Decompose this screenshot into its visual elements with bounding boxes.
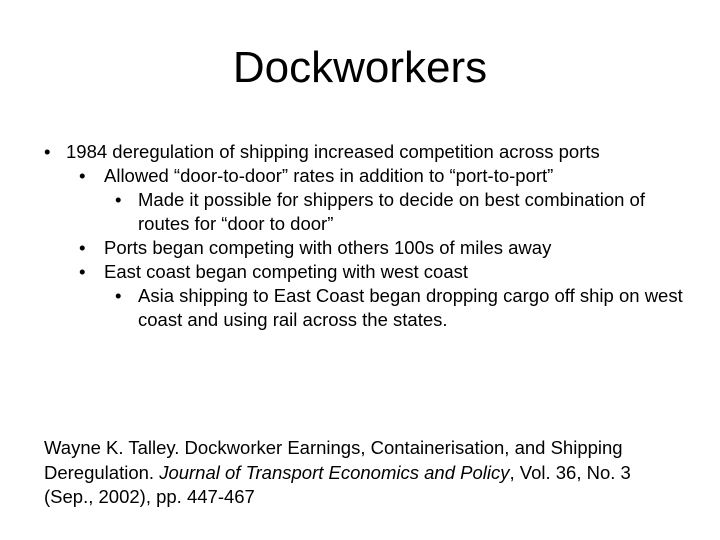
bullet-text: 1984 deregulation of shipping increased competition across ports xyxy=(66,141,600,162)
bullet-text: Made it possible for shippers to decide on best combination of routes for “door to door” xyxy=(138,189,645,234)
citation-lead: Wayne K. Talley. Dockworker Earnings, Containerisation, and Shipping Deregulation. xyxy=(44,437,623,483)
bullet-dot-icon: • xyxy=(115,285,122,306)
bullet-text: East coast began competing with west coast xyxy=(104,261,469,282)
bullet-item xyxy=(0,236,694,260)
bullet-item xyxy=(0,164,694,188)
bullet-item xyxy=(0,188,683,236)
bullet-text: Allowed “door-to-door” rates in addition to “port-to-port” xyxy=(104,165,554,186)
bullet-item xyxy=(0,284,683,332)
bullet-item xyxy=(0,140,706,164)
bullet-dot-icon: • xyxy=(79,237,86,258)
citation-tail: , Vol. 36, No. 3 (Sep., 2002), pp. 447-467 xyxy=(44,461,631,507)
bullet-text: Asia shipping to East Coast began dropping cargo off ship on west coast and using rail across the states. xyxy=(138,285,683,330)
bullet-text: Ports began competing with others 100s of miles away xyxy=(104,237,552,258)
citation xyxy=(44,436,684,510)
bullet-dot-icon: • xyxy=(44,141,51,162)
bullet-list xyxy=(0,140,720,332)
bullet-dot-icon: • xyxy=(115,189,122,210)
bullet-dot-icon: • xyxy=(79,165,86,186)
slide-title: Dockworkers xyxy=(232,43,488,92)
citation-journal: Journal of Transport Economics and Policy xyxy=(159,461,510,483)
bullet-dot-icon: • xyxy=(79,261,86,282)
bullet-item xyxy=(0,260,694,284)
